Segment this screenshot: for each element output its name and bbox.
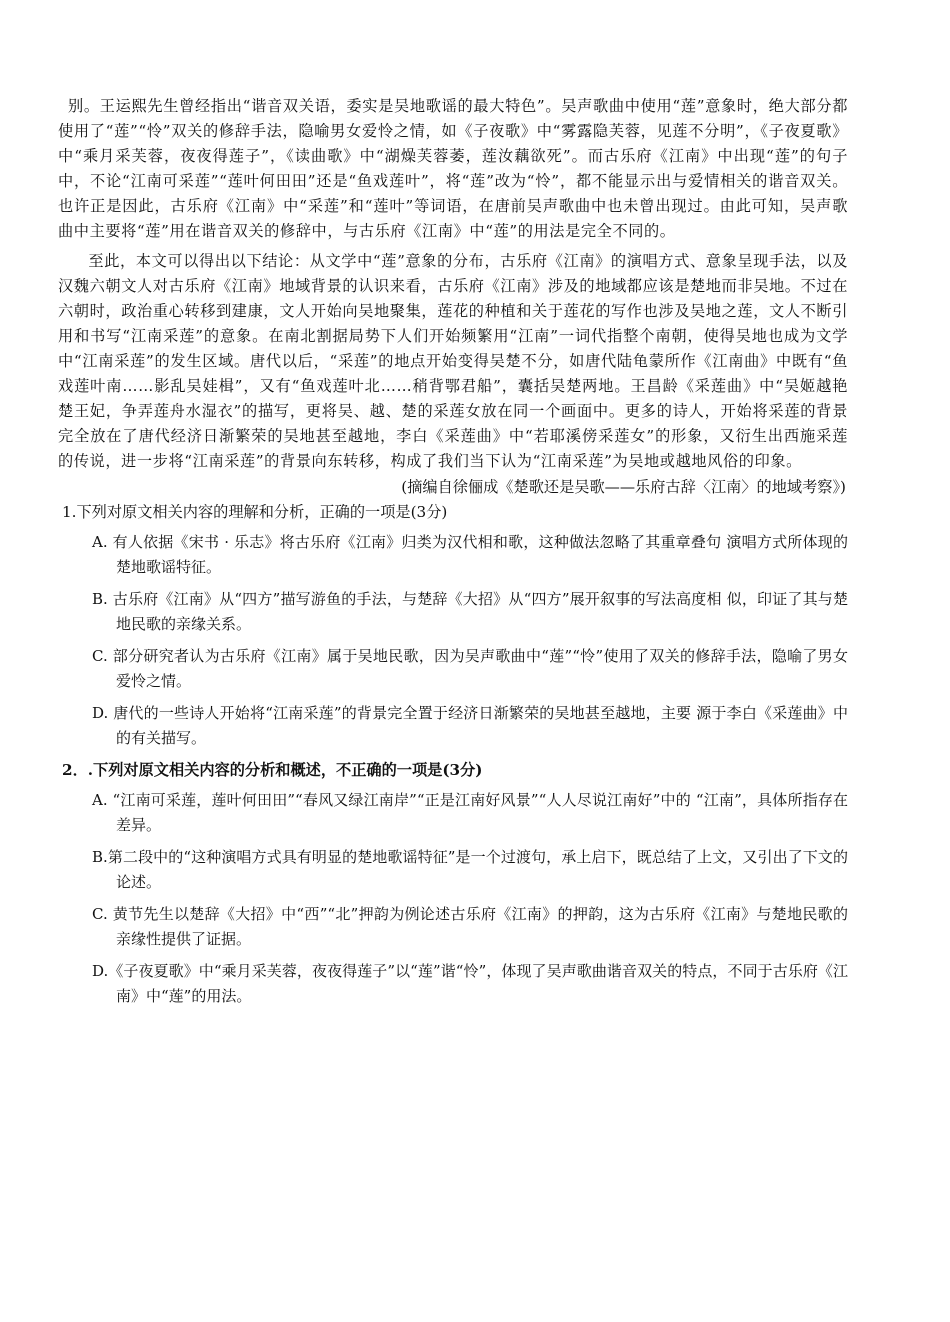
question-1-option-d[interactable]: D. 唐代的一些诗人开始将“江南采莲”的背景完全置于经济日渐繁荣的吴地甚至越地，主要 源于李白《采莲曲》中的有关描写。	[92, 704, 848, 747]
passage-paragraph-1: 别。王运熙先生曾经指出“谐音双关语，委实是吴地歌谣的最大特色”。吴声歌曲中使用“莲”意象时，绝大部分都使用了“莲”“怜”双关的修辞手法，隐喻男女爱怜之情，如《子夜歌》中“雾露隐芙蓉，见莲不分明”，《子夜夏歌》中“乘月采芙蓉，夜夜得莲子”，《读曲歌》中“湖燥芙蓉萎，莲汝藕欲死”。而古乐府《江南》中出现“莲”的句子中，不论“江南可采莲”“莲叶何田田”还是“鱼戏莲叶”，将“莲”改为“怜”，都不能显示出与爱情相关的谐音双关。也许正是因此，古乐府《江南》中“采莲”和“莲叶”等词语，在唐前吴声歌曲中也未曾出现过。由此可知，吴声歌曲中主要将“莲”用在谐音双关的修辞中，与古乐府《江南》中“莲”的用法是完全不同的。	[58, 97, 848, 240]
question-2-option-d[interactable]: D.《子夜夏歌》中“乘月采芙蓉，夜夜得莲子”以“莲”谐“怜”，体现了吴声歌曲谐音双关的特点，不同于古乐府《江南》中“莲”的用法。	[92, 962, 848, 1005]
question-1-option-c[interactable]: C. 部分研究者认为古乐府《江南》属于吴地民歌，因为吴声歌曲中“莲”“怜”使用了双关的修辞手法，隐喻了男女爱怜之情。	[92, 647, 848, 690]
question-2-option-b[interactable]: B.第二段中的“这种演唱方式具有明显的楚地歌谣特征”是一个过渡句，承上启下，既总结了上文，又引出了下文的论述。	[92, 848, 848, 891]
question-2-option-c[interactable]: C. 黄节先生以楚辞《大招》中“西”“北”押韵为例论述古乐府《江南》的押韵，这为古乐府《江南》与楚地民歌的亲缘性提供了证据。	[92, 905, 848, 948]
question-1-option-a[interactable]: A. 有人依据《宋书 · 乐志》将古乐府《江南》归类为汉代相和歌，这种做法忽略了其重章叠句 演唱方式所体现的楚地歌谣特征。	[92, 533, 848, 576]
question-1-option-b[interactable]: B. 古乐府《江南》从“四方”描写游鱼的手法，与楚辞《大招》从“四方”展开叙事的写法高度相 似，印证了其与楚地民歌的亲缘关系。	[92, 590, 848, 633]
passage-source: (摘编自徐俪成《楚歌还是吴歌——乐府古辞〈江南〉的地域考察》)	[401, 478, 846, 496]
question-1-stem: 1.下列对原文相关内容的理解和分析，正确的一项是(3分)	[62, 503, 448, 521]
exam-page	[58, 94, 848, 1016]
passage-paragraph-2: 至此，本文可以得出以下结论：从文学中“莲”意象的分布，古乐府《江南》的演唱方式、意象呈现手法，以及汉魏六朝文人对古乐府《江南》地域背景的认识来看，古乐府《江南》涉及的地域都应该是楚地而非吴地。不过在六朝时，政治重心转移到建康，文人开始向吴地聚集，莲花的种植和关于莲花的写作也涉及吴地之莲，文人不断引用和书写“江南采莲”的意象。在南北割据局势下人们开始频繁用“江南”一词代指整个南朝，使得吴地也成为文学中“江南采莲”的发生区域。唐代以后，“采莲”的地点开始变得吴楚不分，如唐代陆龟蒙所作《江南曲》中既有“鱼戏莲叶南……影乱吴娃楫”，又有“鱼戏莲叶北……稍背鄂君船”，囊括吴楚两地。王昌龄《采莲曲》中“吴姬越艳楚王妃，争弄莲舟水湿衣”的描写，更将吴、越、楚的采莲女放在同一个画面中。更多的诗人，开始将采莲的背景完全放在了唐代经济日渐繁荣的吴地甚至越地，李白《采莲曲》中“若耶溪傍采莲女”的形象，又衍生出西施采莲的传说，进一步将“江南采莲”的背景向东转移，构成了我们当下认为“江南采莲”为吴地或越地风俗的印象。	[58, 252, 848, 470]
question-1	[58, 500, 848, 751]
question-2	[58, 758, 848, 1009]
question-2-stem: 2．.下列对原文相关内容的分析和概述，不正确的一项是(3分)	[62, 761, 483, 779]
question-2-option-a[interactable]: A. “江南可采莲，莲叶何田田”“春风又绿江南岸”“正是江南好风景”“人人尽说江南好”中的 “江南”，具体所指存在差异。	[92, 791, 848, 834]
